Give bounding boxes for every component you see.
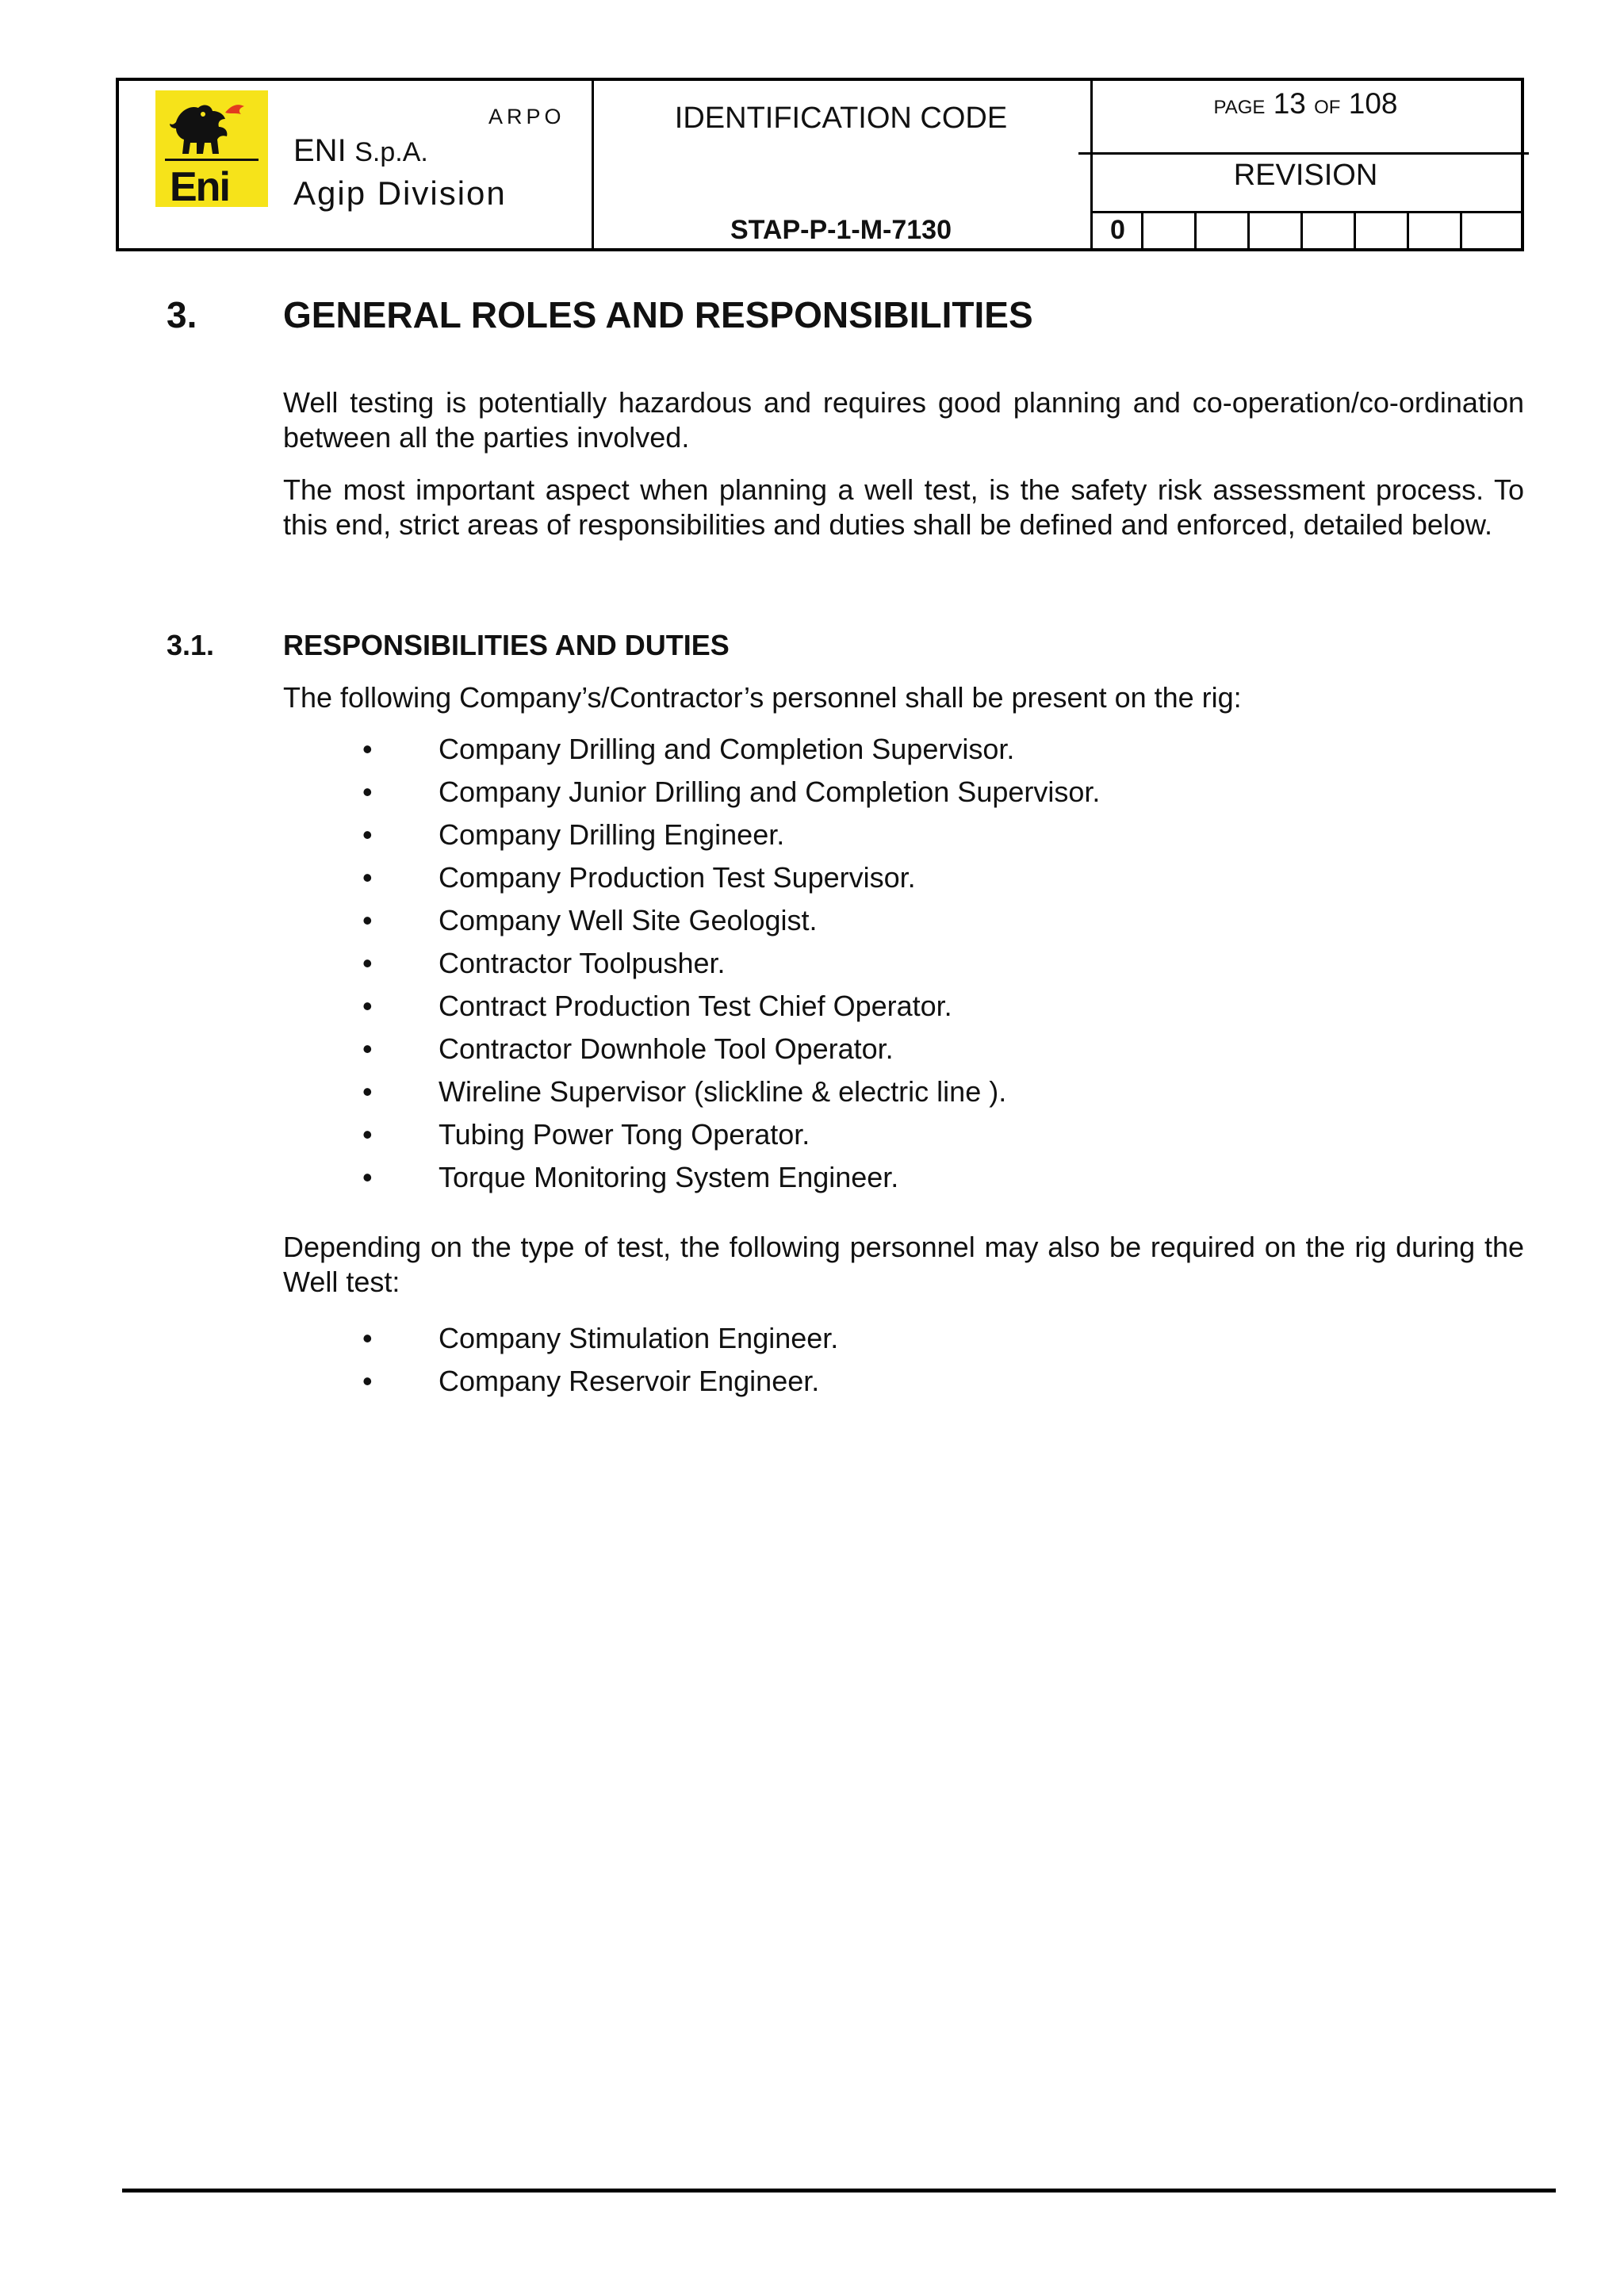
revision-cell	[1300, 211, 1303, 248]
list-item	[362, 899, 1100, 942]
list-item	[362, 1317, 838, 1360]
optional-personnel-list	[362, 1317, 838, 1403]
list-item-text: Company Drilling and Completion Supervisor.	[439, 733, 1015, 765]
bullet: •	[362, 733, 373, 765]
subsection-number: 3.1.	[167, 629, 215, 661]
identification-code-value: STAP-P-1-M-7130	[730, 215, 952, 245]
bullet: •	[362, 1118, 373, 1151]
list-item	[362, 814, 1100, 856]
list-item	[362, 1113, 1100, 1156]
paragraph: Depending on the type of test, the following personnel may also be required on the rig during the Well test:	[283, 1231, 1524, 1298]
personnel-list	[362, 728, 1100, 1199]
page-total: 108	[1348, 87, 1398, 120]
list-item	[362, 1156, 1100, 1199]
revision-cell	[1407, 211, 1409, 248]
list-item-text: Company Drilling Engineer.	[439, 818, 785, 851]
list-item-text: Contractor Toolpusher.	[439, 947, 726, 979]
page-number: 13	[1273, 87, 1306, 120]
bullet: •	[362, 904, 373, 936]
list-item-text: Wireline Supervisor (slickline & electric line ).	[439, 1075, 1007, 1108]
bullet: •	[362, 1322, 373, 1354]
bullet: •	[362, 990, 373, 1022]
revision-cell	[1460, 211, 1462, 248]
section-title: GENERAL ROLES AND RESPONSIBILITIES	[283, 294, 1033, 335]
paragraph: The following Company’s/Contractor’s personnel shall be present on the rig:	[283, 681, 1242, 714]
revision-cell	[1194, 211, 1197, 248]
arpo-label: ARPO	[488, 105, 565, 128]
revision-cell	[1354, 211, 1356, 248]
identification-code-label: IDENTIFICATION CODE	[674, 101, 1008, 135]
bullet: •	[362, 1161, 373, 1193]
list-item-text: Company Well Site Geologist.	[439, 904, 818, 936]
bullet: •	[362, 776, 373, 808]
header-table	[116, 78, 1524, 251]
logo-wordmark: Eni	[170, 164, 229, 210]
bullet: •	[362, 1365, 373, 1397]
page-indicator	[1090, 87, 1521, 121]
bullet: •	[362, 861, 373, 894]
company-name	[293, 133, 428, 169]
company-name-big: ENI	[293, 133, 347, 168]
list-item-text: Company Stimulation Engineer.	[439, 1322, 839, 1354]
paragraph: Well testing is potentially hazardous and requires good planning and co-operation/co-ordination between all the parties involved.	[283, 386, 1524, 454]
bullet: •	[362, 818, 373, 851]
list-item-text: Company Junior Drilling and Completion Supervisor.	[439, 776, 1101, 808]
header-divider	[1078, 152, 1529, 155]
section-number: 3.	[167, 294, 197, 335]
bullet: •	[362, 1032, 373, 1065]
paragraph: The most important aspect when planning a well test, is the safety risk assessment process. To this end, strict areas of responsibilities and duties shall be defined and enforced, detailed below.	[283, 473, 1524, 541]
division-name: Agip Division	[293, 174, 507, 212]
list-item-text: Company Reservoir Engineer.	[439, 1365, 820, 1397]
company-name-suffix: S.p.A.	[354, 137, 428, 167]
revision-cells	[1090, 211, 1521, 248]
list-item	[362, 942, 1100, 985]
list-item	[362, 771, 1100, 814]
revision-label: REVISION	[1233, 159, 1378, 192]
list-item-text: Tubing Power Tong Operator.	[439, 1118, 810, 1151]
bullet: •	[362, 1075, 373, 1108]
list-item	[362, 728, 1100, 771]
list-item	[362, 1070, 1100, 1113]
eni-logo	[155, 90, 268, 210]
list-item	[362, 1028, 1100, 1070]
bullet: •	[362, 947, 373, 979]
list-item-text: Company Production Test Supervisor.	[439, 861, 916, 894]
list-item-text: Contractor Downhole Tool Operator.	[439, 1032, 894, 1065]
revision-cell	[1247, 211, 1250, 248]
of-word: OF	[1314, 97, 1341, 118]
list-item-text: Contract Production Test Chief Operator.	[439, 990, 952, 1022]
page-word: PAGE	[1213, 97, 1266, 118]
list-item-text: Torque Monitoring System Engineer.	[439, 1161, 899, 1193]
revision-cell	[1141, 211, 1143, 248]
list-item	[362, 985, 1100, 1028]
list-item	[362, 856, 1100, 899]
subsection-title: RESPONSIBILITIES AND DUTIES	[283, 629, 730, 661]
footer-rule	[122, 2189, 1556, 2193]
revision-value: 0	[1110, 215, 1125, 245]
list-item	[362, 1360, 838, 1403]
